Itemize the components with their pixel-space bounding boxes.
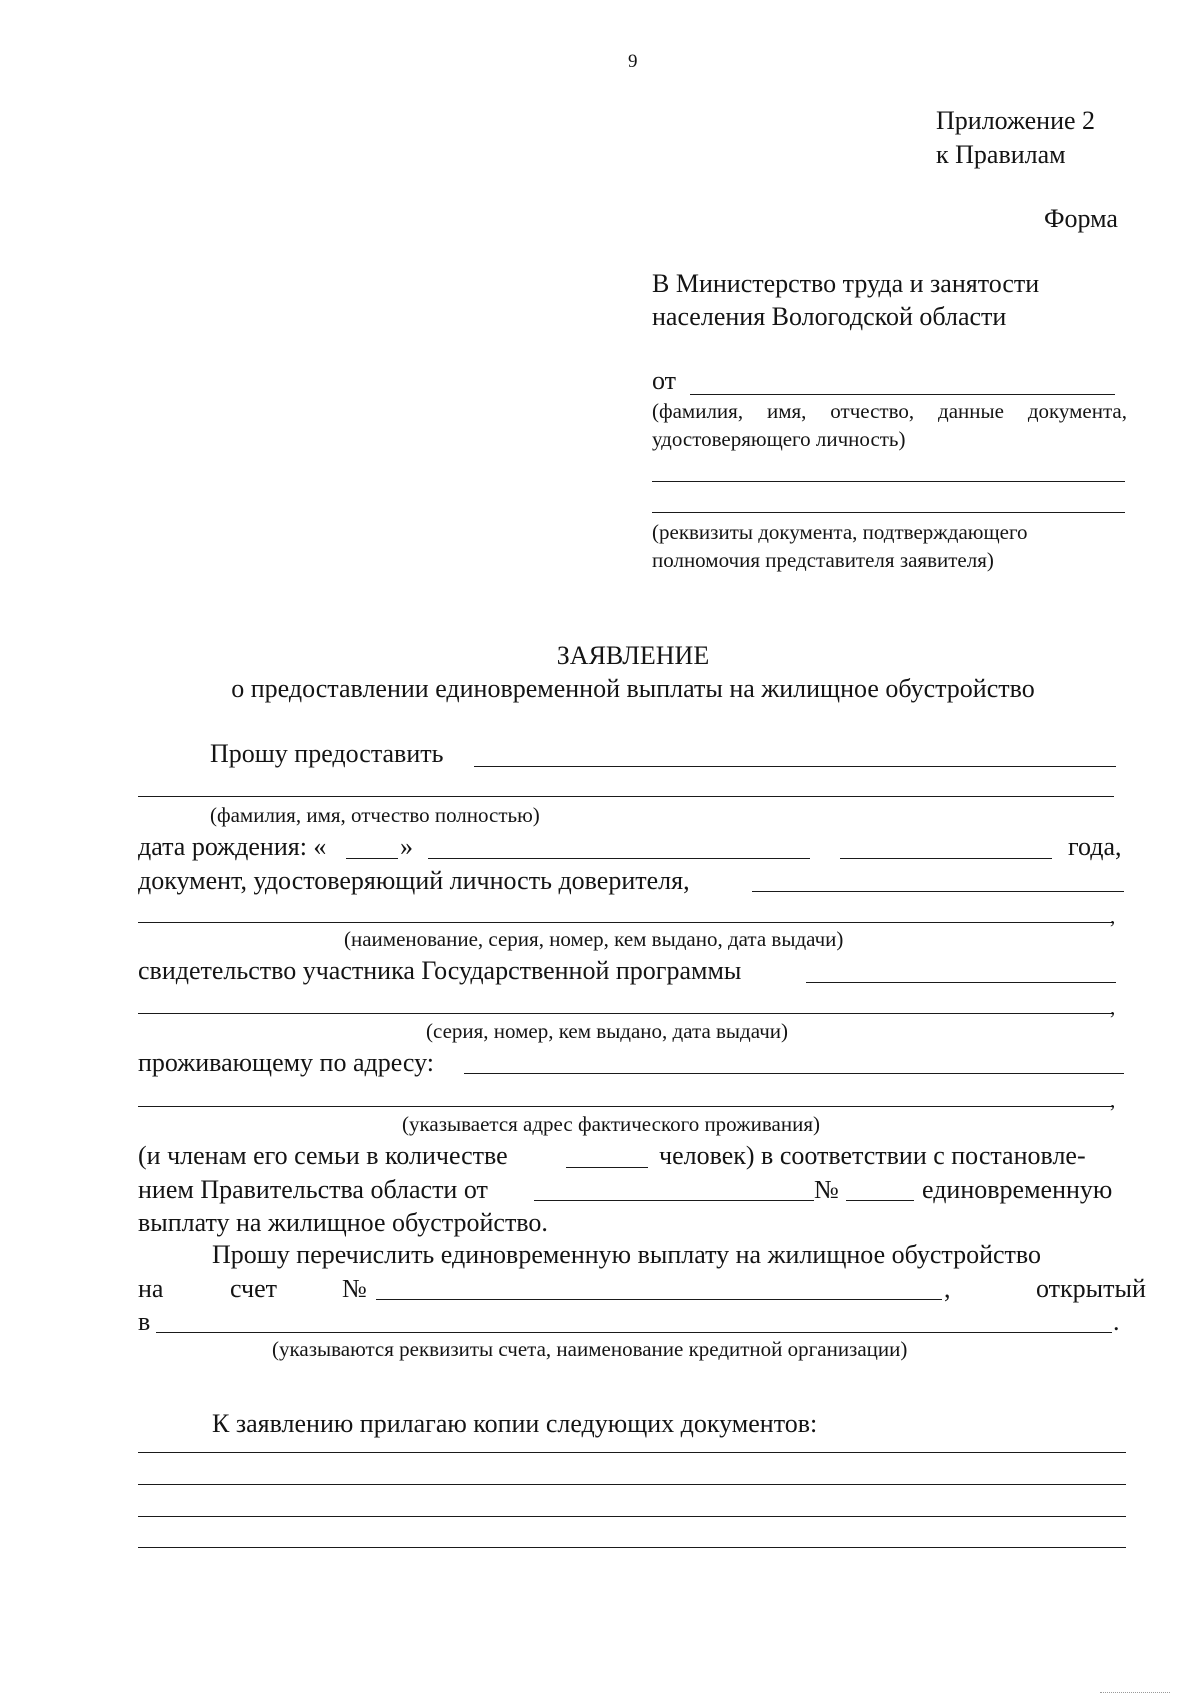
bank-hint: (указываются реквизиты счета, наименование кредитной организации) xyxy=(272,1337,908,1361)
appendix-line2: к Правилам xyxy=(936,140,1066,169)
transfer-text: Прошу перечислить единовременную выплату на жилищное обустройство xyxy=(212,1240,1042,1269)
account-na: на xyxy=(138,1274,164,1303)
address-field[interactable] xyxy=(464,1073,1124,1074)
addressee-line2: населения Вологодской области xyxy=(652,302,1007,331)
decree-no-sign: № xyxy=(814,1175,839,1204)
from-hint-line1: (фамилия, имя, отчество, данные документа, xyxy=(652,399,1127,423)
fio-hint: (фамилия, имя, отчество полностью) xyxy=(210,803,540,827)
appendix-line1: Приложение 2 xyxy=(936,106,1096,135)
recipient-name-field-2[interactable] xyxy=(138,796,1114,797)
from-hint-line2: удостоверяющего личность) xyxy=(652,427,906,451)
id-doc-comma: , xyxy=(1110,904,1116,928)
decree-text-b: единовременную xyxy=(922,1175,1113,1204)
account-opened: открытый xyxy=(1036,1274,1146,1303)
decree-text-a: нием Правительства области от xyxy=(138,1175,488,1204)
family-text-a: (и членам его семьи в количестве xyxy=(138,1141,508,1170)
attachment-line-4[interactable] xyxy=(138,1547,1126,1548)
addressee-line1: В Министерство труда и занятости xyxy=(652,269,1040,298)
attachment-line-1[interactable] xyxy=(138,1452,1126,1453)
certificate-comma: , xyxy=(1110,995,1116,1019)
attachment-line-2[interactable] xyxy=(138,1484,1126,1485)
bank-field[interactable] xyxy=(156,1332,1112,1333)
birth-quote-close: » xyxy=(400,832,413,861)
ask-provide-text: Прошу предоставить xyxy=(210,739,444,768)
page-number: 9 xyxy=(628,51,638,72)
certificate-hint: (серия, номер, кем выдано, дата выдачи) xyxy=(426,1019,788,1043)
decree-date-field[interactable] xyxy=(534,1200,814,1201)
address-field-2[interactable] xyxy=(138,1106,1114,1107)
decree-number-field[interactable] xyxy=(846,1200,914,1201)
from-extra-field-1[interactable] xyxy=(652,481,1125,482)
from-extra-field-2[interactable] xyxy=(652,512,1125,513)
id-doc-label: документ, удостоверяющий личность доверителя, xyxy=(138,866,690,895)
payment-end-text: выплату на жилищное обустройство. xyxy=(138,1208,548,1237)
certificate-field-2[interactable] xyxy=(138,1013,1114,1014)
recipient-name-field[interactable] xyxy=(474,766,1116,767)
certificate-field[interactable] xyxy=(806,982,1116,983)
id-doc-hint: (наименование, серия, номер, кем выдано, дата выдачи) xyxy=(344,927,844,951)
form-label: Форма xyxy=(1044,204,1118,233)
family-text-b: человек) в соответствии с постановле- xyxy=(659,1141,1086,1170)
birth-label: дата рождения: « xyxy=(138,832,327,861)
document-subtitle: о предоставлении единовременной выплаты на жилищное обустройство xyxy=(231,674,1035,703)
id-doc-field[interactable] xyxy=(752,891,1124,892)
document-title: ЗАЯВЛЕНИЕ xyxy=(556,641,710,670)
address-hint: (указывается адрес фактического проживания) xyxy=(402,1112,820,1136)
attachment-line-3[interactable] xyxy=(138,1516,1126,1517)
family-count-field[interactable] xyxy=(566,1167,648,1168)
rep-hint-line1: (реквизиты документа, подтверждающего xyxy=(652,520,1028,544)
address-comma: , xyxy=(1110,1088,1116,1112)
bank-dot: . xyxy=(1113,1307,1120,1336)
certificate-label: свидетельство участника Государственной программы xyxy=(138,956,742,985)
id-doc-field-2[interactable] xyxy=(138,922,1114,923)
bank-v: в xyxy=(138,1307,151,1336)
attachments-label: К заявлению прилагаю копии следующих документов: xyxy=(212,1409,818,1438)
account-no-sign: № xyxy=(342,1274,367,1303)
birth-month-field[interactable] xyxy=(428,858,810,859)
birth-year-field[interactable] xyxy=(840,858,1052,859)
from-prefix: от xyxy=(652,366,677,395)
birth-year-suffix: года, xyxy=(1068,832,1122,861)
rep-hint-line2: полномочия представителя заявителя) xyxy=(652,548,994,572)
address-label: проживающему по адресу: xyxy=(138,1048,435,1077)
scan-mark xyxy=(1100,1692,1170,1693)
account-schet: счет xyxy=(230,1274,277,1303)
account-number-field[interactable] xyxy=(376,1299,942,1300)
from-name-field[interactable] xyxy=(690,394,1115,395)
account-comma: , xyxy=(944,1274,951,1303)
birth-day-field[interactable] xyxy=(346,858,398,859)
